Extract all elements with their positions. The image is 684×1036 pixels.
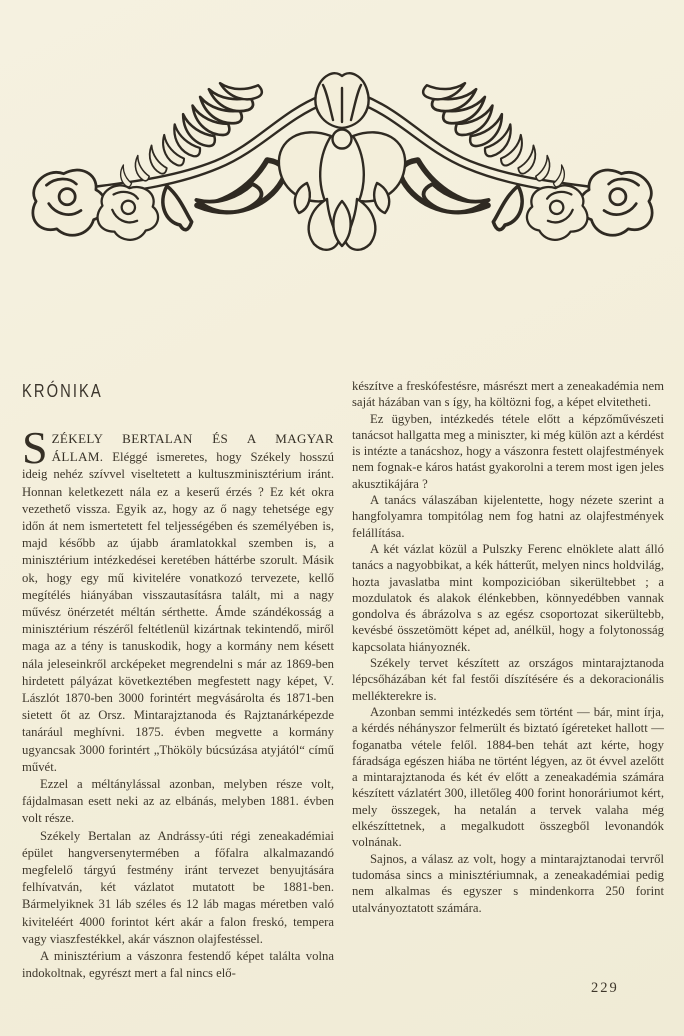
paragraph-text: Eléggé ismeretes, hogy Székely hosszú ideig nehéz szívvel viseltetett a kultuszminisztérium iránt. Honnan keletkezett nála ez a keserű érzés ? Ez két okra vezethető vissza. Egyik az, hogy az ő nagy tehetsége egy időn át nem ismertetett fel teljességében és személyében is, majd később az újabb áramlatokkal szemben is, a minisztérium intézkedései keretében háttérbe szorult. Másik ok, hogy egy mű kivitelére vonatkozó tervezete, kellő megítélés hiányában visszautasításra talált, mi a nagy művész önérzetét méltán sérthette. Ámde szándékosság a minisztérium részéről feltétlenül kizártnak tekintendő, miről maga az a tény is tanuskodik, hogy a kormány nem késett nála jeleseinkről arcképeket megrendelni s már az 1869-ben hirdetett pályázat következtében megfestett nagy képet, V. Lászlót 1870-ben 3000 forintért megvásárolta és 1871-ben sietett őt az Orsz. Mintarajztanoda és Rajztanárképezde tanárául meghívni. 1875. évben megvette a kormány ugyancsak 3000 forintért „Thököly búcsúzása atyjától“ című művét. [22,450,334,774]
paragraph: Azonban semmi intézkedés sem történt — bár, mint írja, a kérdés néhányszor felmerült és biztató ígéreteket hallott — foganatba vétele felől. 1884-ben tehát azt kérte, hogy fáradsága egészen hiába ne történt légyen, az öt évvel azelőtt a mintarajztanoda és két év előtt a zeneakadémia számára készített vázlatért 300, illetőleg 400 forint honoráriumot kért, mely összegek, ha netalán a tervek valaha még elkészíttetnek, a megalkudott összegből levonandók volnának. [352,704,664,850]
article-right-column [352,378,664,916]
center-flower [279,73,405,250]
section-heading: KRÓNIKA [22,381,103,401]
paragraph: Székely tervet készített az országos mintarajztanoda lépcsőházában két fal festői díszítésére és a dekoracionális mellékterekre is. [352,656,664,703]
paragraph: A minisztérium a vászonra festendő képet találta volna indokoltnak, egyrészt mert a fal nincs elő- [22,949,334,981]
paragraph: Székely Bertalan az Andrássy-úti régi zeneakadémiai épület hangversenytermében a főfalra alkalmazandó megfelelő tárgyú festmény iránt tervezet benyujtására felhívatván, két vázlatot mutatott be 1881-ben. Bármelyiknek 31 láb széles és 12 láb magas méretben való kiviteléért 4000 forintot kért akár a falon freskó, tempera vagy viaszfestékkel, akár vásznon olajfestéssel. [22,828,334,946]
page-number: 229 [591,980,619,996]
paragraph: Ezzel a méltánylással azonban, melyben része volt, fájdalmasan esett neki az az elbánás, melyben 1881. évben volt része. [22,777,334,826]
paragraph: Sajnos, a válasz az volt, hogy a mintarajztanodai tervről tudomása sincs a minisztériumnak, a zeneakadémiai pedig nem alkalmas és egyszer s mindenkorra 250 forint utalványoztatott számára. [352,851,664,915]
article-title: ZÉKELY BERTALAN ÉS A MAGYAR ÁLLAM. [51,431,334,465]
article-left-column [22,422,334,983]
article-initial-dropcap: S [22,422,48,473]
paragraph: készítve a freskófestésre, másrészt mert a zeneakadémia nem saját házában van s így, ha költözni fog, a képet elvitetheti. [352,379,664,410]
paragraph: A két vázlat közül a Pulszky Ferenc elnöklete alatt álló tanács a nagyobbikat, a kék hátterűt, melyen nincs holdvilág, hozta javaslatba mint kompozicióban sikerültebbet ; a mozdulatok és alakok élénkebben, könnyedébben vannak gondolva és ábrázolva s az egész csoportozat sikerültebb, kevésbé összetömött képet ad, anélkül, hogy a folytonosság kapcsolata hiányoznék. [352,541,664,654]
article-opening-paragraph [22,422,334,776]
paragraph: A tanács válaszában kijelentette, hogy nézete szerint a hangfolyamra tompitólag nem fog hatni az olajfestmények felállítása. [352,493,664,540]
floral-headpiece-ornament [30,33,655,253]
paragraph: Ez ügyben, intézkedés tétele előtt a képzőművészeti tanácsot hallgatta meg a miniszter, ki még külön azt a kérdést is intézte a tanácshoz, hogy a vászonra festett olajfestmények nem fognak-e káros hatást gyakorolni a terem most igen jeles akusztikájára ? [352,411,664,491]
